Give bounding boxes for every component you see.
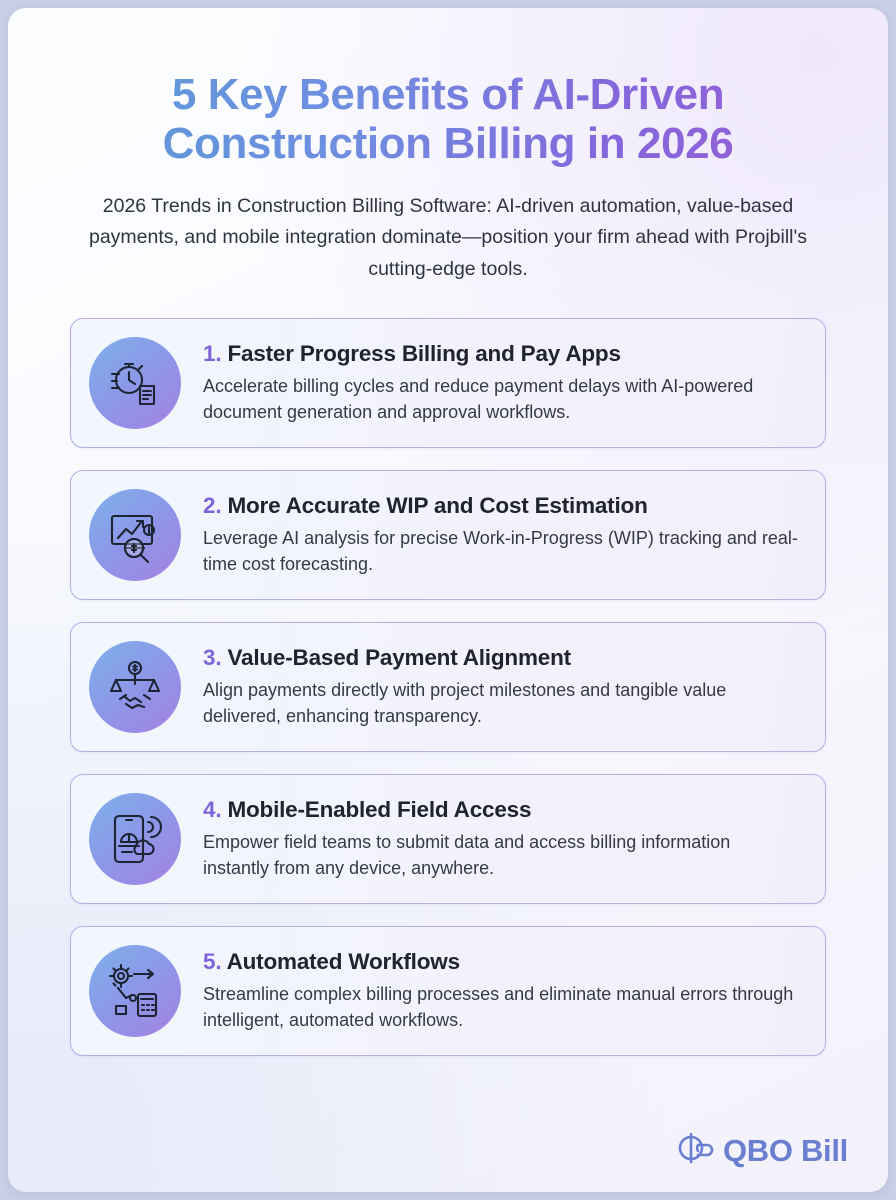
benefit-card-4-title: Mobile-Enabled Field Access <box>227 796 532 822</box>
gear-robot-arrow-icon <box>89 945 181 1037</box>
benefit-card-5-number: 5. <box>203 948 222 974</box>
benefit-card-2-body <box>203 493 803 578</box>
chart-magnifier-dollar-icon <box>89 489 181 581</box>
benefit-card-4-body <box>203 797 803 882</box>
benefits-list <box>70 318 826 1056</box>
benefit-card-4[interactable] <box>70 774 826 904</box>
benefit-card-1[interactable] <box>70 318 826 448</box>
benefit-card-3-number: 3. <box>203 644 222 670</box>
brand-name: QBO Bill <box>722 1132 848 1168</box>
benefit-card-2-heading <box>203 493 799 519</box>
stopwatch-document-icon <box>89 337 181 429</box>
benefit-card-1-heading <box>203 341 799 367</box>
benefit-card-5-body <box>203 949 803 1034</box>
benefit-card-5-heading <box>203 949 799 975</box>
benefit-card-2-description: Leverage AI analysis for precise Work-in-Progress (WIP) tracking and real-time cost forecasting. <box>203 527 798 574</box>
benefit-card-1-description: Accelerate billing cycles and reduce payment delays with AI-powered document generation and approval workflows. <box>203 375 754 422</box>
benefit-card-2[interactable] <box>70 470 826 600</box>
mobile-cloud-helmet-icon <box>89 793 181 885</box>
benefit-card-1-title: Faster Progress Billing and Pay Apps <box>227 340 621 366</box>
benefit-card-3-heading <box>203 645 799 671</box>
footer-branding <box>674 1131 848 1170</box>
page-title: 5 Key Benefits of AI-Driven Construction Billing in 2026 <box>60 70 836 169</box>
benefit-card-5-title: Automated Workflows <box>226 948 460 974</box>
benefit-card-4-number: 4. <box>203 796 222 822</box>
benefit-card-3[interactable] <box>70 622 826 752</box>
benefit-card-3-body <box>203 645 803 730</box>
benefit-card-2-title: More Accurate WIP and Cost Estimation <box>227 492 648 518</box>
benefit-card-1-body <box>203 341 803 426</box>
benefit-card-2-number: 2. <box>203 492 222 518</box>
benefit-card-5-description: Streamline complex billing processes and eliminate manual errors through intelligent, automated workflows. <box>203 983 794 1030</box>
benefit-card-4-description: Empower field teams to submit data and access billing information instantly from any device, anywhere. <box>203 831 731 878</box>
infographic-page <box>8 8 888 1192</box>
page-subtitle: 2026 Trends in Construction Billing Software: AI-driven automation, value-based payments, and mobile integration dominate—position your firm ahead with Projbill's cutting-edge tools. <box>88 194 807 281</box>
benefit-card-4-heading <box>203 797 799 823</box>
benefit-card-3-title: Value-Based Payment Alignment <box>227 644 571 670</box>
benefit-card-1-number: 1. <box>203 340 222 366</box>
scales-handshake-icon <box>89 641 181 733</box>
qb-dollar-mark-icon <box>674 1131 714 1170</box>
benefit-card-3-description: Align payments directly with project milestones and tangible value delivered, enhancing transparency. <box>203 679 727 726</box>
benefit-card-5[interactable] <box>70 926 826 1056</box>
